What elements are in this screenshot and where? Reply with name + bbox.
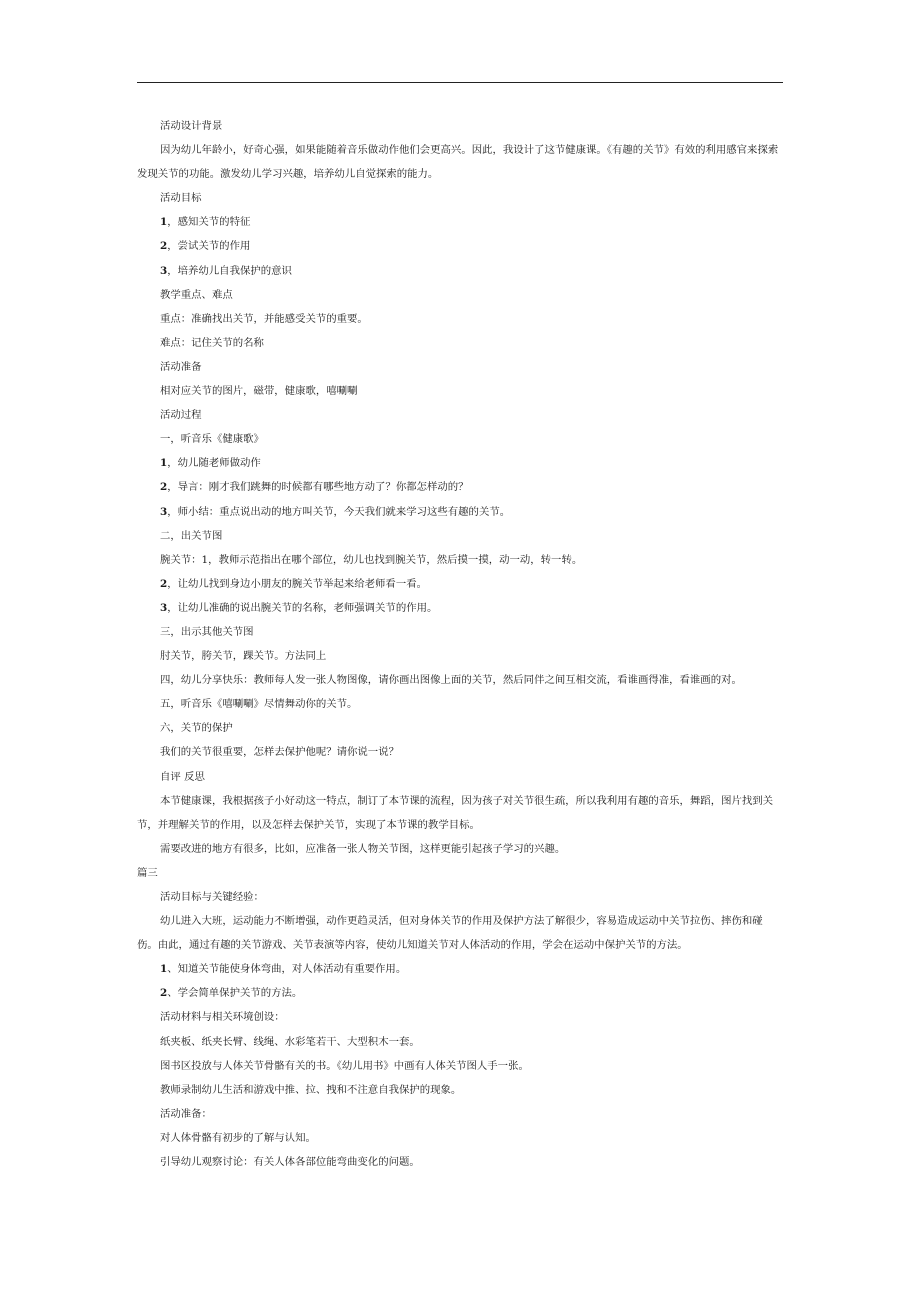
paragraph-text: 活动准备： [160,1107,212,1120]
paragraph-text: 、知道关节能使身体弯曲，对人体活动有重要作用。 [167,963,407,976]
paragraph [137,114,782,138]
paragraph [137,403,782,427]
list-number: 2 [160,481,168,494]
paragraph [137,644,782,668]
paragraph-text: 活动目标与关键经验： [160,891,264,903]
paragraph-text: ，感知关节的特征 [167,216,251,229]
paragraph-text: 活动材料与相关环境创设： [160,1011,285,1024]
paragraph-text: 本节健康课，我根据孩子小好动这一特点，制订了本节课的流程，因为孩子对关节很生疏，所以我利用有趣的音乐，舞蹈，图片找到关节，并理解关节的作用，以及怎样去保护关节，实现了本节课的教学目标。 [137,794,774,831]
paragraph [137,909,782,957]
paragraph-text: 活动设计背景 [160,120,223,132]
list-number: 2 [160,577,168,590]
paragraph-text: ，幼儿随老师做动作 [167,457,261,470]
paragraph [137,1126,782,1150]
paragraph-text: 难点：记住关节的名称 [160,336,264,349]
paragraph-text: 图书区投放与人体关节骨骼有关的书。《幼儿用书》中画有人体关节图人手一张。 [160,1059,529,1072]
paragraph [137,716,782,740]
paragraph-text: 一，听音乐《健康歌》 [160,433,264,446]
paragraph-text: ，导言：刚才我们跳舞的时候都有哪些地方动了？你都怎样动的？ [167,481,469,494]
paragraph [137,1030,782,1054]
paragraph-text: 对人体骨骼有初步的了解与认知。 [160,1131,316,1144]
paragraph-text: 教师录制幼儿生活和游戏中推、拉、拽和不注意自我保护的现象。 [160,1083,462,1096]
paragraph [137,451,782,475]
list-number: 1 [160,963,168,976]
paragraph [137,379,782,403]
list-number: 3 [160,601,168,614]
paragraph-text: 六，关节的保护 [160,722,233,735]
paragraph-text: 自评 反思 [160,770,205,783]
paragraph-text: 相对应关节的图片，磁带，健康歌，嘻唰唰 [160,385,358,398]
paragraph [137,1054,782,1078]
paragraph [137,307,782,331]
paragraph [137,837,782,861]
paragraph-text: 活动过程 [160,409,202,422]
paragraph [137,1078,782,1102]
paragraph [137,789,782,837]
paragraph [137,210,782,234]
paragraph-text: 纸夹板、纸夹长臂、线绳、水彩笔若干、大型积木一套。 [160,1035,420,1048]
paragraph [137,572,782,596]
paragraph-text: 四，幼儿分享快乐：教师每人发一张人物图像，请你画出图像上面的关节，然后同伴之间互相交流，看谁画得准，看谁画的对。 [160,674,742,687]
list-number: 1 [160,457,168,470]
paragraph [137,740,782,764]
paragraph [137,861,782,885]
list-number: 3 [160,264,168,277]
paragraph [137,1005,782,1029]
paragraph-text: 、学会简单保护关节的方法。 [167,987,303,1000]
paragraph [137,259,782,283]
paragraph [137,355,782,379]
paragraph-text: 五，听音乐《嘻唰唰》尽情舞动你的关节。 [160,698,358,711]
paragraph [137,885,782,909]
paragraph [137,283,782,307]
paragraph [137,596,782,620]
paragraph [137,620,782,644]
paragraph-text: 活动目标 [160,192,202,205]
paragraph-text: ，让幼儿找到身边小朋友的腕关节举起来给老师看一看。 [167,577,427,590]
paragraph [137,186,782,210]
paragraph [137,981,782,1005]
paragraph-text: 三，出示其他关节图 [160,625,254,638]
paragraph [137,524,782,548]
paragraph-text: 活动准备 [160,360,202,373]
paragraph [137,548,782,572]
paragraph-text: 二，出关节图 [160,529,223,542]
paragraph-text: 肘关节，胯关节，踝关节。方法同上 [160,650,327,663]
paragraph [137,1102,782,1126]
paragraph-text: 幼儿进入大班，运动能力不断增强，动作更趋灵活，但对身体关节的作用及保护方法了解很少，容易造成运动中关节拉伤、摔伤和碰伤。由此，通过有趣的关节游戏、关节表演等内容，使幼儿知道关节对人体活动的作用，学会在运动中保护关节的方法。 [137,915,763,952]
paragraph [137,1150,782,1174]
paragraph-text: 重点：准确找出关节，并能感受关节的重要。 [160,312,368,325]
paragraph [137,427,782,451]
paragraph-text: ，师小结：重点说出动的地方叫关节，今天我们就来学习这些有趣的关节。 [167,505,511,518]
list-number: 3 [160,505,168,518]
paragraph [137,331,782,355]
paragraph [137,475,782,499]
list-number: 1 [160,216,168,229]
paragraph [137,234,782,258]
paragraph-text: 腕关节：1，教师示范指出在哪个部位，幼儿也找到腕关节，然后摸一摸，动一动，转一转。 [160,553,583,566]
list-number: 2 [160,987,168,1000]
paragraph [137,765,782,789]
paragraph-text: 需要改进的地方有很多，比如，应准备一张人物关节图，这样更能引起孩子学习的兴趣。 [160,842,566,855]
paragraph-text: 教学重点、难点 [160,288,233,301]
paragraph [137,138,782,186]
paragraph [137,957,782,981]
paragraph [137,668,782,692]
paragraph-text: 因为幼儿年龄小，好奇心强，如果能随着音乐做动作他们会更高兴。因此，我设计了这节健康课。《有趣的关节》有效的利用感官来探索发现关节的功能。激发幼儿学习兴趣，培养幼儿自觉探索的能力。 [137,144,779,181]
document-body [137,114,782,1174]
paragraph-text: 我们的关节很重要，怎样去保护他呢？请你说一说？ [160,746,399,759]
paragraph-text: 篇三 [137,866,158,879]
paragraph-text: ，尝试关节的作用 [167,240,251,253]
header-rule [137,82,783,83]
paragraph-text: ，让幼儿准确的说出腕关节的名称，老师强调关节的作用。 [167,601,438,614]
paragraph [137,500,782,524]
paragraph-text: 引导幼儿观察讨论：有关人体各部位能弯曲变化的问题。 [160,1156,420,1169]
paragraph [137,692,782,716]
list-number: 2 [160,240,168,253]
paragraph-text: ，培养幼儿自我保护的意识 [167,264,292,277]
